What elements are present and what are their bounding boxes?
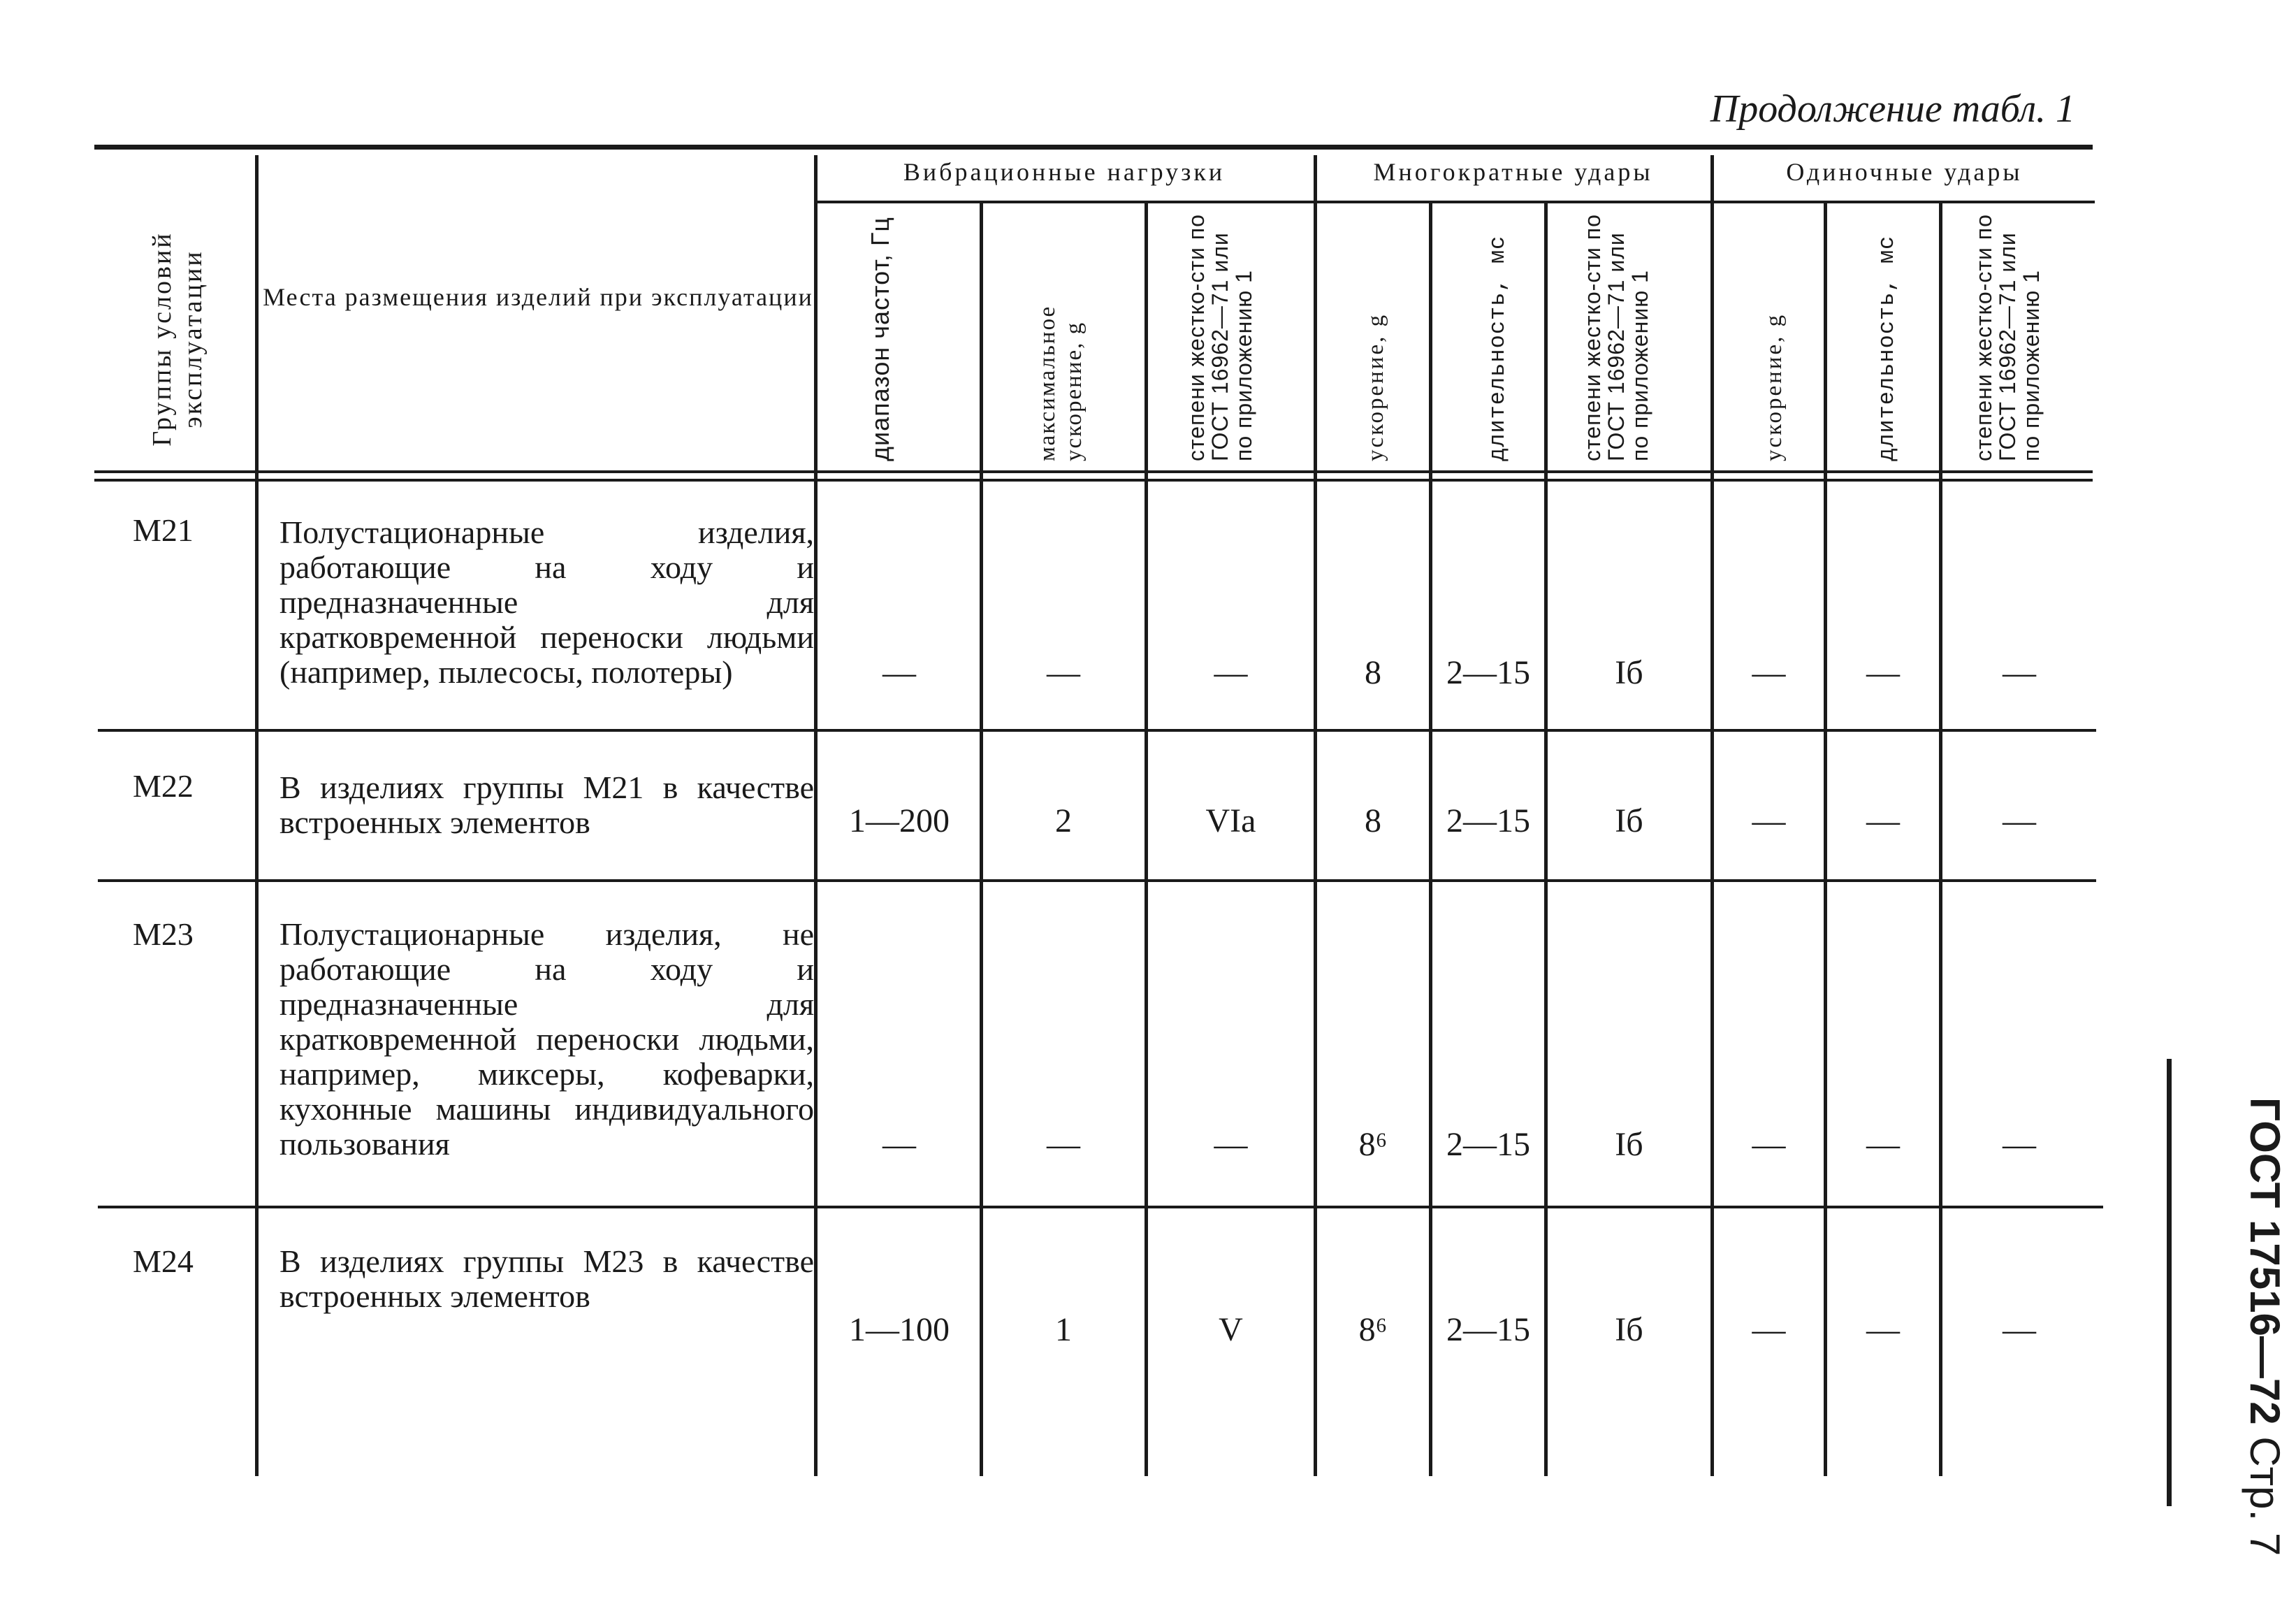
value-single-acceleration: — (1752, 1311, 1786, 1348)
value-single-duration: — (1866, 654, 1900, 691)
header-multiple-severity: степени жестко-сти по ГОСТ 16962—71 или по приложению 1 (1580, 214, 1652, 461)
value-single-severity: — (2003, 654, 2036, 691)
value-vib-frequency: — (882, 1126, 916, 1163)
value-vib-frequency: 1—100 (849, 1311, 950, 1348)
side-label-text (2241, 1097, 2289, 1556)
value-vib-acceleration: — (1047, 1126, 1080, 1163)
condition-group-code: М22 (133, 768, 194, 804)
row-separator (98, 1206, 2103, 1208)
value-vib-frequency: 1—200 (849, 802, 950, 839)
value-single-severity: — (2003, 1311, 2036, 1348)
placement-description: Полустационарные изделия, работающие на ходу и предназначенные для кратковременной переноски людьми (например, пылесосы, полотеры) (279, 514, 814, 690)
condition-group-code: М21 (133, 512, 194, 548)
value-single-severity: — (2003, 1126, 2036, 1163)
placement-description: В изделиях группы М21 в качестве встроенных элементов (279, 770, 814, 840)
value-multi-acceleration: 8 (1365, 654, 1381, 691)
table-continuation-caption: Продолжение табл. 1 (1710, 87, 2075, 131)
value-single-duration: — (1866, 1126, 1900, 1163)
value-vib-acceleration: — (1047, 654, 1080, 691)
value-vib-severity: — (1214, 1126, 1248, 1163)
header-condition-groups: Группы условий эксплуатации (147, 231, 208, 447)
header-vibration-severity: степени жестко-сти по ГОСТ 16962—71 или по приложению 1 (1184, 214, 1256, 461)
value-multi-duration: 2—15 (1446, 654, 1530, 691)
value-single-severity: — (2003, 802, 2036, 839)
header-bottom-rule-2 (94, 479, 2093, 482)
header-multiple-acceleration: ускорение, g (1363, 312, 1388, 461)
value-vib-severity: — (1214, 654, 1248, 691)
value-vib-acceleration: 1 (1055, 1311, 1072, 1348)
header-single-acceleration: ускорение, g (1761, 312, 1787, 461)
placement-description: В изделиях группы М23 в качестве встроенных элементов (279, 1243, 814, 1314)
value-single-duration: — (1866, 1311, 1900, 1348)
header-placement: Места размещения изделий при эксплуатации (263, 283, 813, 311)
header-single-duration: длительность, мс (1874, 235, 1900, 461)
value-multi-duration: 2—15 (1446, 1311, 1530, 1348)
row-separator (98, 729, 2096, 732)
value-multi-severity: Iб (1615, 1126, 1643, 1163)
header-bottom-rule-1 (94, 470, 2093, 473)
placement-description: Полустационарные изделия, не работающие на ходу и предназначенные для кратковременной переноски людьми, например, миксеры, кофеварки, кухонные машины индивидуального пользования (279, 916, 814, 1162)
value-single-acceleration: — (1752, 654, 1786, 691)
value-multi-acceleration: 8⁶ (1358, 1311, 1388, 1348)
group-header-multiple-shocks: Многократные удары (1373, 158, 1653, 186)
value-multi-acceleration: 8⁶ (1358, 1126, 1388, 1163)
header-vibration-frequency: диапазон частот, Гц (866, 217, 894, 461)
value-multi-severity: Iб (1615, 802, 1643, 839)
value-multi-acceleration: 8 (1365, 802, 1381, 839)
condition-group-code: М24 (133, 1243, 194, 1279)
value-vib-acceleration: 2 (1055, 802, 1072, 839)
page-number: Стр. 7 (2241, 1436, 2288, 1556)
group-header-vibration: Вибрационные нагрузки (903, 158, 1226, 186)
col-divider (814, 155, 818, 1476)
header-single-severity: степени жестко-сти по ГОСТ 16962—71 или по приложению 1 (1971, 214, 2044, 461)
value-single-acceleration: — (1752, 802, 1786, 839)
value-single-acceleration: — (1752, 1126, 1786, 1163)
value-vib-severity: VIа (1205, 802, 1256, 839)
value-multi-duration: 2—15 (1446, 802, 1530, 839)
group-header-rule (816, 201, 2095, 203)
row-separator (98, 879, 2096, 882)
page-side-label (2142, 1059, 2296, 1611)
table-top-rule (94, 145, 2093, 150)
col-divider (255, 155, 259, 1476)
value-vib-frequency: — (882, 654, 916, 691)
condition-group-code: М23 (133, 916, 194, 952)
value-vib-severity: V (1219, 1311, 1243, 1348)
value-multi-severity: Iб (1615, 1311, 1643, 1348)
side-label-rule (2167, 1059, 2172, 1506)
standard-number: ГОСТ 17516—72 (2241, 1097, 2288, 1425)
group-header-single-shocks: Одиночные удары (1786, 158, 2023, 186)
value-multi-severity: Iб (1615, 654, 1643, 691)
header-vibration-max-acceleration: максимальное ускорение, g (1035, 305, 1087, 461)
value-single-duration: — (1866, 802, 1900, 839)
value-multi-duration: 2—15 (1446, 1126, 1530, 1163)
header-multiple-duration: длительность, мс (1485, 235, 1511, 461)
